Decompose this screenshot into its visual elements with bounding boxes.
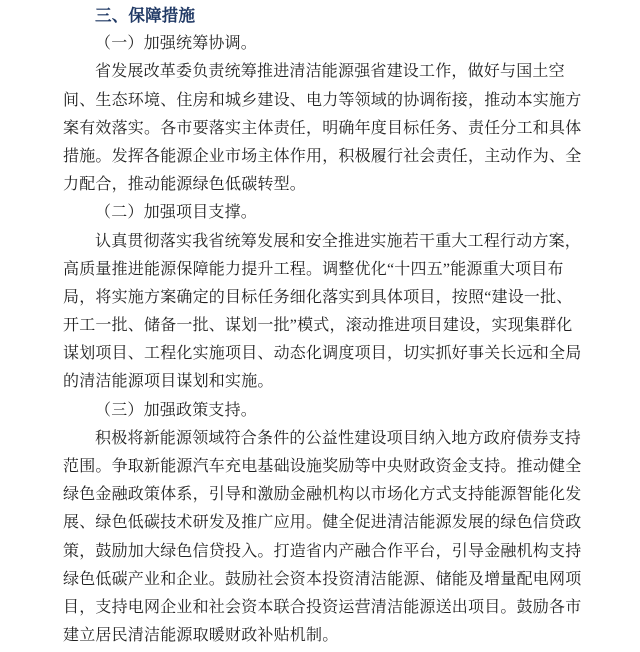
subsection-1-paragraph-line: 力配合，推动能源绿色低碳转型。 [63, 176, 307, 194]
subsection-2-title-line: （二）加强项目支撑。 [95, 204, 258, 222]
subsection-3-paragraph-line: 积极将新能源领域符合条件的公益性建设项目纳入地方政府债券支持 [95, 429, 582, 447]
subsection-3-paragraph-line: 绿色金融政策体系，引导和激励金融机构以市场化方式支持能源智能化发 [63, 486, 582, 504]
document-body [63, 2, 583, 650]
subsection-1-paragraph-line: 间、生态环境、住房和城乡建设、电力等领域的协调衔接，推动本实施方 [63, 91, 582, 109]
subsection-3-title-line: （三）加强政策支持。 [95, 401, 258, 419]
subsection-2-paragraph-line: 的清洁能源项目谋划和实施。 [63, 373, 274, 391]
subsection-3-paragraph-line: 建立居民清洁能源取暖财政补贴机制。 [63, 627, 339, 645]
subsection-1-paragraph-line: 省发展改革委负责统筹推进清洁能源强省建设工作，做好与国土空 [95, 63, 565, 81]
subsection-3-paragraph-line: 范围。争取新能源汽车充电基础设施奖励等中央财政资金支持。推动健全 [63, 458, 582, 475]
subsection-2-paragraph-line: 认真贯彻落实我省统筹发展和安全推进实施若干重大工程行动方案， [95, 232, 582, 250]
subsection-1-title-line: （一）加强统筹协调。 [95, 35, 258, 53]
subsection-3-paragraph-line: 展、绿色低碳技术研发及推广应用。健全促进清洁能源发展的绿色信贷政 [63, 514, 582, 532]
subsection-3-paragraph-line: 绿色低碳产业和企业。鼓励社会资本投资清洁能源、储能及增量配电网项 [63, 570, 582, 588]
subsection-2-paragraph-line: 局，将实施方案确定的目标任务细化落实到具体项目，按照“建设一批、 [63, 288, 573, 306]
section-heading-line: 三、保障措施 [95, 7, 196, 25]
subsection-3-paragraph-line: 策，鼓励加大绿色信贷投入。打造省内产融合作平台，引导金融机构支持 [63, 542, 582, 560]
subsection-1-paragraph-line: 措施。发挥各能源企业市场主体作用，积极履行社会责任，主动作为、全 [63, 147, 582, 165]
subsection-2-paragraph-line: 谋划项目、工程化实施项目、动态化调度项目，切实抓好事关长远和全局 [63, 345, 582, 363]
subsection-2-paragraph-line: 高质量推进能源保障能力提升工程。调整优化“十四五”能源重大项目布 [63, 260, 564, 278]
subsection-2-paragraph-line: 开工一批、储备一批、谋划一批”模式，滚动推进项目建设，实现集群化 [63, 317, 573, 335]
subsection-3-paragraph-line: 目，支持电网企业和社会资本联合投资运营清洁能源送出项目。鼓励各市 [63, 598, 582, 616]
subsection-1-paragraph-line: 案有效落实。各市要落实主体责任，明确年度目标任务、责任分工和具体 [63, 119, 582, 137]
